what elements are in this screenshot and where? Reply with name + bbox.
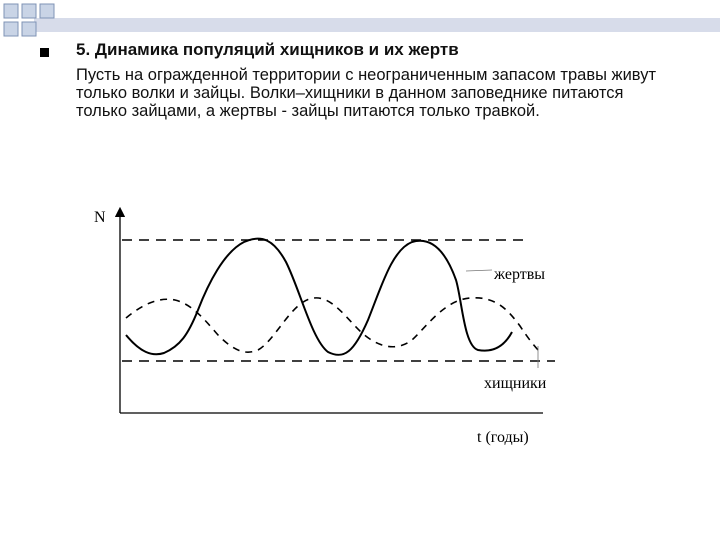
x-axis-label: t (годы) xyxy=(477,429,529,446)
y-axis-label: N xyxy=(94,209,106,226)
predator-curve xyxy=(126,298,540,352)
predator-label: хищники xyxy=(484,375,547,392)
slide-heading: 5. Динамика популяций хищников и их жертв xyxy=(76,40,459,59)
slide-body: Пусть на огражденной территории с неограниченным запасом травы живут только волки и зайцы. Волки–хищники в данном заповеднике питаются только зайцами, а жертвы - зайцы питаются только травкой. xyxy=(76,66,656,120)
prey-leader xyxy=(466,270,492,271)
prey-label: жертвы xyxy=(494,266,546,283)
prey-curve xyxy=(126,239,512,355)
